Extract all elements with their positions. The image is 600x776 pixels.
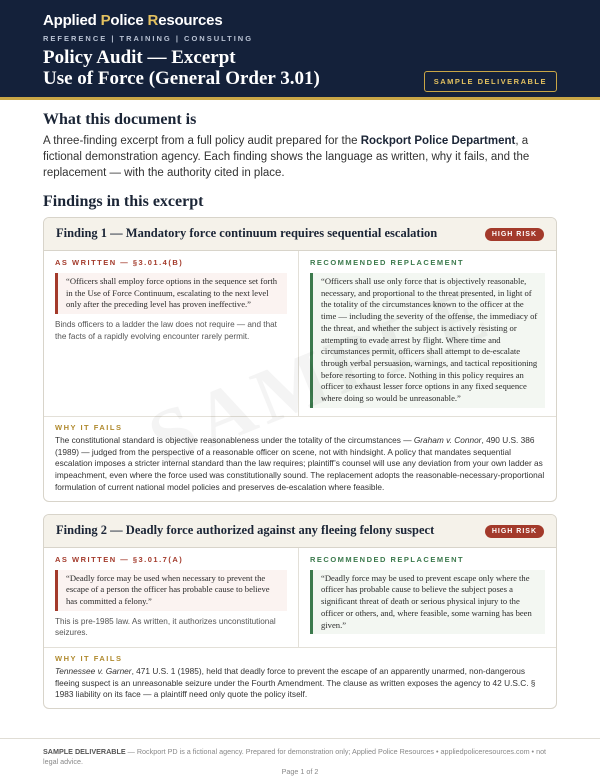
title-line-1: Policy Audit — Excerpt bbox=[43, 47, 236, 68]
brand-tagline: REFERENCE | TRAINING | CONSULTING bbox=[43, 34, 254, 43]
why-label: WHY IT FAILS bbox=[55, 422, 123, 432]
replacement-quote: “Deadly force may be used to prevent escape only where the officer has probable cause to believe the subject poses a significant threat of death or serious physical injury to the officer or others, and, where feasible, some warning has been given.” bbox=[310, 570, 545, 635]
as-written-label: AS WRITTEN — §3.01.7(A) bbox=[55, 554, 184, 564]
finding-title: Finding 1 — Mandatory force continuum requires sequential escalation bbox=[56, 226, 438, 240]
as-written-column bbox=[44, 251, 299, 416]
main-content bbox=[0, 111, 600, 709]
as-written-quote: “Deadly force may be used when necessary to prevent the escape of a person the officer has probable cause to believe has committed a felony.” bbox=[55, 570, 287, 611]
title-line-2: Use of Force (General Order 3.01) bbox=[43, 68, 320, 89]
case-citation: Graham v. Connor bbox=[413, 434, 482, 445]
intro-paragraph: A three-finding excerpt from a full policy audit prepared for the Rockport Police Department, a fictional demonstration agency. Each finding shows the language as written, why it fails, and the replacement — with the authority cited in place. bbox=[43, 135, 530, 179]
replacement-column bbox=[299, 251, 556, 416]
as-written-column bbox=[44, 548, 299, 647]
finding-header bbox=[44, 515, 556, 548]
page-number: Page 1 of 2 bbox=[281, 767, 319, 776]
as-written-note: This is pre-1985 law. As written, it authorizes unconstitutional seizures. bbox=[55, 616, 276, 638]
finding-card-1 bbox=[43, 217, 557, 502]
as-written-label: AS WRITTEN — §3.01.4(B) bbox=[55, 258, 184, 267]
page-footer bbox=[0, 738, 600, 776]
page-header bbox=[0, 0, 600, 100]
brand-logo: Applied Police Resources bbox=[43, 12, 223, 29]
replacement-label: RECOMMENDED REPLACEMENT bbox=[310, 554, 465, 564]
why-label: WHY IT FAILS bbox=[55, 653, 123, 663]
replacement-label: RECOMMENDED REPLACEMENT bbox=[310, 258, 465, 267]
finding-title: Finding 2 — Deadly force authorized against any fleeing felony suspect bbox=[56, 522, 435, 537]
header-divider bbox=[0, 97, 600, 100]
why-text: The constitutional standard is objective reasonableness under the totality of the circumstances — Graham v. Connor, 490 U.S. 386 (1989) — judged from the perspective of a reasonable officer on scene, not with hindsight. A policy that mandates sequential escalation imposes a stricter internal standard than the law requires; plaintiff’s counsel will use any deviation from your own ladder as impeachment, even where the force used was constitutionally sound. The replacement adopts the reasonable-necessary-proportional formulation of current national model policies and preserves de-escalation where feasible. bbox=[55, 434, 545, 492]
risk-badge: HIGH RISK bbox=[485, 228, 544, 241]
footer-disclaimer: — Rockport PD is a fictional agency. Prepared for demonstration only; Applied Police Resources • appliedpoliceresources.com • not legal advice. bbox=[43, 747, 547, 766]
why-it-fails-section bbox=[44, 417, 556, 501]
why-text: Tennessee v. Garner, 471 U.S. 1 (1985), held that deadly force to prevent the escape of an apparently unarmed, non-dangerous fleeing suspect is an unreasonable seizure under the Fourth Amendment. The clause as written exposes the agency to 42 U.S.C. § 1983 liability on its face — a plaintiff need only quote the policy itself. bbox=[55, 665, 536, 700]
findings-heading: Findings in this excerpt bbox=[43, 193, 204, 210]
replacement-quote: “Officers shall use only force that is objectively reasonable, necessary, and proportional to the threat presented, in light of the totality of the circumstances known to the officer at the time — including the severity of the offense, the immediacy of the threat, and whether the subject is actively resisting or attempting to evade arrest by flight. Where time and circumstances permit, officers shall attempt to de-escalate through verbal persuasion, warnings, and tactical repositioning before resorting to force. Nothing in this policy requires an officer to exhaust lesser force options in any fixed sequence where doing so would be unreasonable.” bbox=[310, 273, 545, 408]
as-written-quote: “Officers shall employ force options in the sequence set forth in the Use of Force Continuum, escalating to the next level only after the preceding level has proven ineffective.” bbox=[55, 273, 287, 314]
finding-header bbox=[44, 218, 556, 251]
case-citation: Tennessee v. Garner bbox=[55, 665, 132, 676]
risk-badge: HIGH RISK bbox=[485, 525, 544, 538]
footer-label: SAMPLE DELIVERABLE bbox=[43, 747, 126, 756]
sample-deliverable-badge: SAMPLE DELIVERABLE bbox=[424, 71, 557, 92]
why-it-fails-section bbox=[44, 648, 556, 708]
intro-heading: What this document is bbox=[43, 111, 197, 128]
as-written-note: Binds officers to a ladder the law does not require — and that the facts of a rapidly evolving encounter rarely permit. bbox=[55, 320, 277, 341]
finding-card-2 bbox=[43, 514, 557, 710]
replacement-column bbox=[299, 548, 556, 647]
